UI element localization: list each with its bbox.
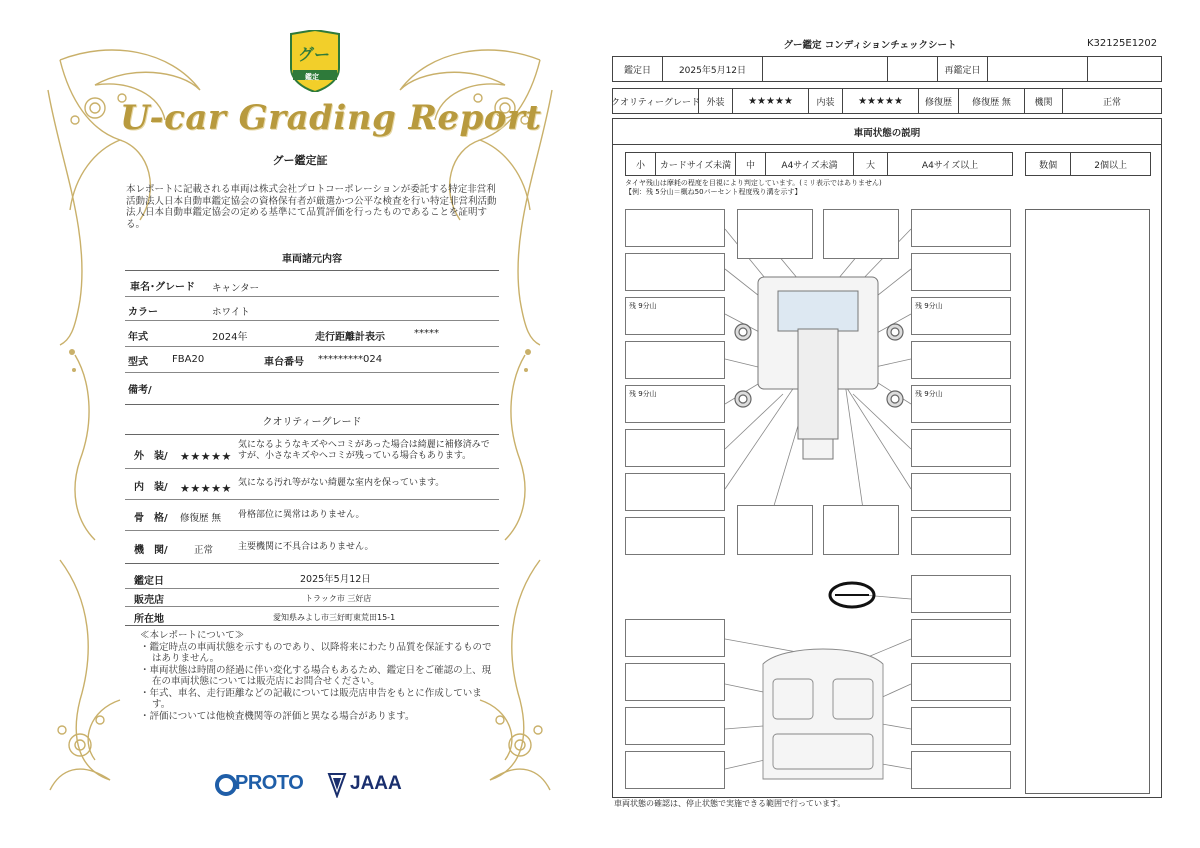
- damage-box: [625, 751, 725, 789]
- address-value: 愛知県みよし市三好町東荒田15-1: [273, 613, 396, 622]
- engine-value: 正常: [1102, 97, 1121, 108]
- tire-tread-label: 残 9分山: [629, 390, 657, 398]
- tire-tread-label: 残 9分山: [629, 302, 657, 310]
- year-label: 年式: [128, 332, 148, 343]
- repair-history-label: 修復歴: [919, 89, 959, 113]
- report-script-title: U-car Grading Report: [120, 98, 542, 138]
- certificate-title: グー鑑定証: [272, 154, 328, 167]
- frame-label: 骨 格/: [134, 513, 168, 524]
- address-label: 所在地: [134, 614, 164, 625]
- frame-value: 修復歴 無: [180, 513, 222, 524]
- damage-box: [911, 209, 1011, 247]
- exterior-stars: ★★★★★: [180, 450, 232, 463]
- exterior-description: 気になるようなキズやヘコミがあった場合は綺麗に補修済みですが、小さなキズやヘコミが残っている場合もあります。: [238, 440, 490, 461]
- divider: [125, 404, 499, 405]
- damage-box: [911, 575, 1011, 613]
- empty-cell: [1088, 57, 1161, 81]
- remarks-label: 備考/: [128, 385, 152, 396]
- damage-box: [911, 663, 1011, 701]
- quality-section-title: クオリティーグレード: [262, 417, 362, 428]
- footer-note: 車両状態の確認は、停止状態で実施できる範囲で行っています。: [614, 799, 846, 808]
- certificate-body: 本レポートに記載される車両は株式会社プロトコーポレーションが委託する特定非営利活動法人日本自動車鑑定協会の資格保有者が厳選かつ公平な検査を行い特定非営利活動法人日本自動車鑑定協会の定める基準にて品質評価を行ったものであることを証明する。: [126, 184, 497, 230]
- dealer-value: トラック市 三好店: [305, 594, 372, 603]
- note-item: ・車両状態は時間の経過に伴い変化する場合もあるため、鑑定日をご確認の上、現在の車両状態については販売店にお問合せください。: [140, 664, 492, 687]
- spec-section-title: 車両諸元内容: [282, 254, 342, 265]
- car-name-value: キャンター: [212, 283, 260, 294]
- empty-cell: [763, 57, 888, 81]
- divider: [125, 530, 499, 531]
- mileage-label: 走行距離計表示: [315, 332, 385, 343]
- inspection-date-value: 2025年5月12日: [300, 574, 371, 585]
- reinspection-date-value: [988, 57, 1088, 81]
- damage-box: [625, 517, 725, 555]
- damage-box: [737, 209, 813, 259]
- frame-description: 骨格部位に異常はありません。: [238, 510, 365, 520]
- interior-label: 内 装/: [134, 482, 168, 493]
- tire-note-line: タイヤ残山は摩耗の程度を目視により判定しています。(ミリ表示ではありません): [625, 179, 882, 187]
- mileage-value: *****: [414, 328, 439, 339]
- divider: [125, 320, 499, 321]
- quality-grade-label: クオリティーグレード: [613, 89, 699, 113]
- engine-label: 機関: [1025, 89, 1063, 113]
- size-small-label: 小: [626, 153, 656, 175]
- damage-box: [625, 619, 725, 657]
- damage-box: [911, 341, 1011, 379]
- damage-box: [823, 209, 899, 259]
- interior-description: 気になる汚れ等がない綺麗な室内を保っています。: [238, 478, 445, 488]
- damage-box: [911, 473, 1011, 511]
- jaaa-logo-text: JAAA: [350, 773, 402, 794]
- divider: [125, 468, 499, 469]
- condition-title: 車両状態の説明: [613, 119, 1161, 145]
- damage-box: [911, 517, 1011, 555]
- empty-cell: [888, 57, 938, 81]
- damage-box: [625, 209, 725, 247]
- year-value: 2024年: [212, 332, 248, 343]
- exterior-label: 外装: [699, 89, 733, 113]
- model-value: FBA20: [172, 354, 205, 365]
- badge-subtext: 鑑定: [305, 73, 319, 81]
- damage-box: [625, 253, 725, 291]
- divider: [125, 270, 499, 271]
- size-small-desc: カードサイズ未満: [656, 153, 736, 175]
- damage-box: [737, 505, 813, 555]
- interior-label: 内装: [809, 89, 843, 113]
- size-large-desc: A4サイズ以上: [921, 160, 979, 171]
- interior-stars: ★★★★★: [843, 89, 919, 113]
- notes-title: ≪本レポートについて≫: [140, 630, 245, 641]
- damage-box: [625, 429, 725, 467]
- damage-box: [625, 473, 725, 511]
- divider: [125, 563, 499, 564]
- tire-box: [625, 385, 725, 423]
- damage-box: [625, 341, 725, 379]
- note-item: ・年式、車名、走行距離などの記載については販売店申告をもとに作成しています。: [140, 687, 482, 710]
- engine-value: 正常: [194, 545, 214, 556]
- quality-grade-row: [612, 88, 1162, 114]
- tire-box: [911, 385, 1011, 423]
- jaaa-logo-icon: [327, 772, 347, 798]
- notes-box: [1025, 209, 1150, 794]
- reinspection-date-label: 再鑑定日: [938, 57, 988, 81]
- size-medium-label: 中: [736, 153, 766, 175]
- car-name-label: 車名･グレード: [130, 282, 195, 293]
- report-notes: [140, 630, 492, 722]
- damage-box: [911, 619, 1011, 657]
- exterior-label: 外 装/: [134, 451, 168, 462]
- proto-logo-icon: [215, 774, 237, 796]
- exterior-stars: ★★★★★: [733, 89, 809, 113]
- damage-box: [911, 253, 1011, 291]
- sheet-title: グー鑑定 コンディションチェックシート: [783, 40, 957, 51]
- model-label: 型式: [128, 357, 148, 368]
- divider: [125, 372, 499, 373]
- proto-logo-text: PROTO: [235, 772, 304, 794]
- damage-box: [823, 505, 899, 555]
- engine-description: 主要機関に不具合はありません。: [238, 542, 374, 552]
- dealer-label: 販売店: [134, 595, 164, 606]
- tire-tread-label: 残 9分山: [915, 390, 943, 398]
- damage-box: [911, 707, 1011, 745]
- badge-text: グー: [298, 45, 331, 64]
- color-label: カラー: [128, 307, 158, 318]
- engine-label: 機 関/: [134, 545, 168, 556]
- count-label: 数個: [1026, 153, 1071, 175]
- footer-logos: [215, 770, 415, 800]
- inspection-date-row: [612, 56, 1162, 82]
- repair-history-value: 修復歴 無: [959, 89, 1025, 113]
- tire-box: [625, 297, 725, 335]
- interior-stars: ★★★★★: [180, 482, 232, 495]
- size-medium-desc: A4サイズ未満: [766, 153, 854, 175]
- damage-box: [911, 751, 1011, 789]
- tire-note-line: 【例：残 5分山＝概ね50パーセント程度残り溝を示す】: [625, 188, 802, 196]
- damage-box: [911, 429, 1011, 467]
- steering-wheel-icon: [830, 583, 874, 607]
- count-desc: 2個以上: [1094, 160, 1127, 171]
- note-item: ・鑑定時点の車両状態を示すものであり、以降将来にわたり品質を保証するものではありません。: [140, 641, 492, 664]
- divider: [125, 588, 499, 589]
- size-large-label: 大: [854, 153, 888, 175]
- chassis-value: *********024: [318, 354, 383, 365]
- sheet-code: K32125E1202: [1087, 38, 1158, 49]
- inspection-date-label: 鑑定日: [134, 576, 164, 587]
- color-value: ホワイト: [212, 307, 250, 318]
- chassis-label: 車台番号: [264, 357, 304, 368]
- note-item: ・評価については他検査機関等の評価と異なる場合があります。: [140, 710, 415, 722]
- divider: [125, 296, 499, 297]
- tire-tread-label: 残 9分山: [915, 302, 943, 310]
- damage-box: [625, 663, 725, 701]
- inspection-date-value: 2025年5月12日: [663, 57, 763, 81]
- condition-frame: [612, 118, 1162, 798]
- divider: [125, 606, 499, 607]
- divider: [125, 625, 499, 626]
- divider: [125, 499, 499, 500]
- divider: [125, 434, 499, 435]
- damage-box: [625, 707, 725, 745]
- inspection-date-label: 鑑定日: [613, 57, 663, 81]
- tire-box: [911, 297, 1011, 335]
- divider: [125, 346, 499, 347]
- condition-check-sheet: [600, 0, 1200, 848]
